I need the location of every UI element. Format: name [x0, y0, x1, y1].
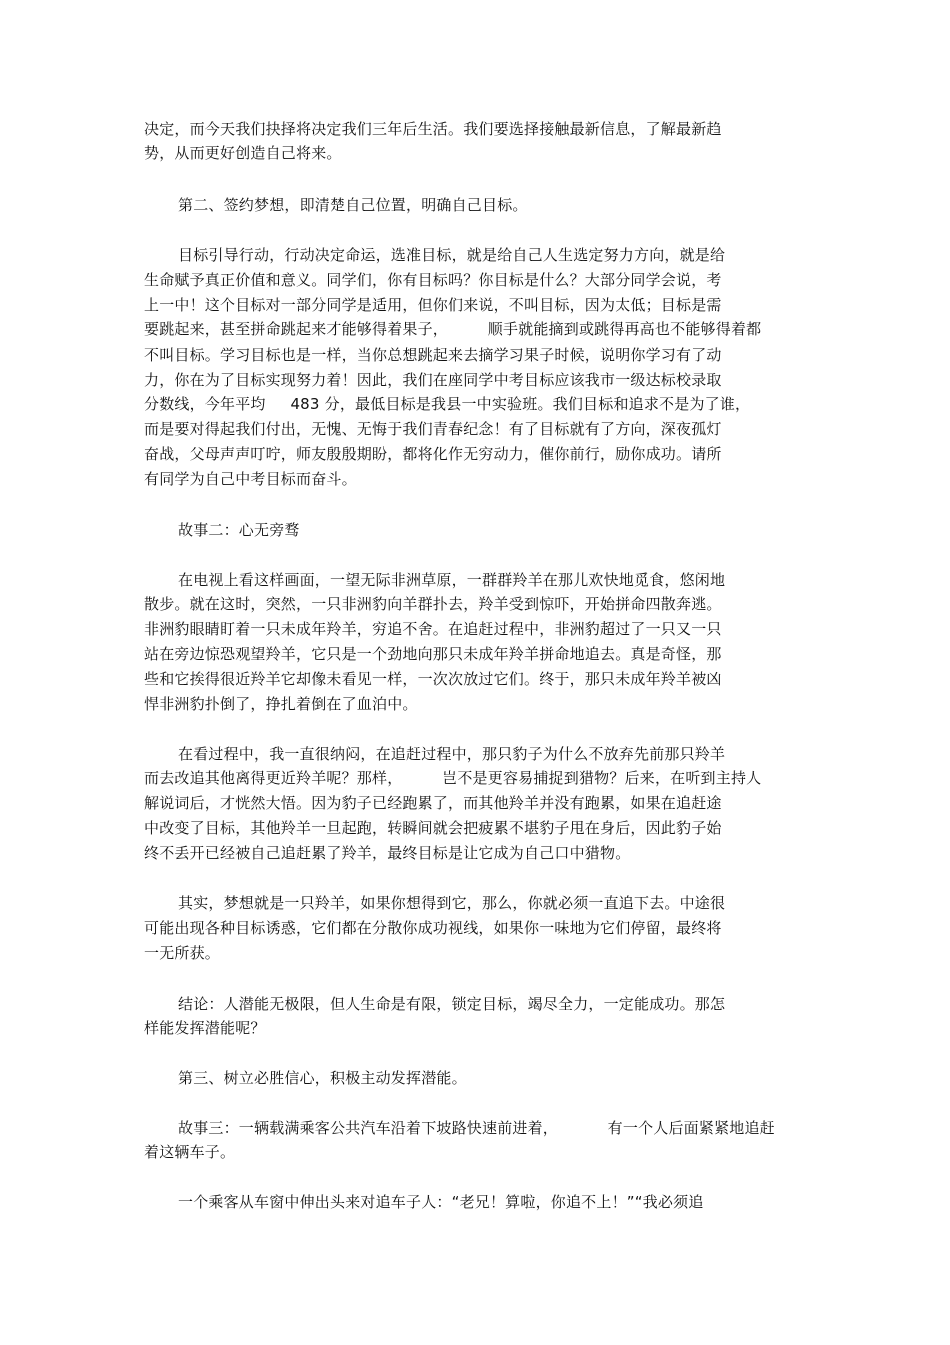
- text-line: 悍非洲豹扑倒了，挣扎着倒在了血泊中。: [144, 695, 418, 713]
- text-line: 终不丢开已经被自己追赶累了羚羊，最终目标是让它成为自己口中猎物。: [144, 844, 631, 862]
- text-line: 结论：人潜能无极限，但人生命是有限，锁定目标，竭尽全力，一定能成功。那怎: [178, 995, 726, 1013]
- story-heading: 故事二：心无旁骛: [178, 521, 300, 539]
- text-line: 解说词后，才恍然大悟。因为豹子已经跑累了，而其他羚羊并没有跑累，如果在追赶途: [144, 794, 722, 812]
- text-line: 站在旁边惊恐观望羚羊，它只是一个劲地向那只未成年羚羊拼命地追去。真是奇怪，那: [144, 645, 722, 663]
- text-line: 在电视上看这样画面，一望无际非洲草原，一群群羚羊在那儿欢快地觅食，悠闲地: [178, 571, 726, 589]
- text-line: 样能发挥潜能呢？: [144, 1019, 266, 1037]
- text-line: 而是要对得起我们付出，无愧、无悔于我们青春纪念！有了目标就有了方向，深夜孤灯: [144, 420, 722, 438]
- text-line: 要跳起来，甚至拼命跳起来才能够得着果子， 顺手就能摘到或跳得再高也不能够得着都: [144, 320, 762, 338]
- text-line: 生命赋予真正价值和意义。同学们，你有目标吗？你目标是什么？大部分同学会说，考: [144, 271, 722, 289]
- text-line: 上一中！这个目标对一部分同学是适用，但你们来说，不叫目标，因为太低；目标是需: [144, 296, 722, 314]
- text-line: 力，你在为了目标实现努力着！因此，我们在座同学中考目标应该我市一级达标校录取: [144, 371, 722, 389]
- text-line: 中改变了目标，其他羚羊一旦起跑，转瞬间就会把疲累不堪豹子甩在身后，因此豹子始: [144, 819, 722, 837]
- text-line: 决定，而今天我们抉择将决定我们三年后生活。我们要选择接触最新信息，了解最新趋: [144, 120, 722, 138]
- text-line: 些和它挨得很近羚羊它却像未看见一样，一次次放过它们。终于，那只未成年羚羊被凶: [144, 670, 722, 688]
- text-line: 有同学为自己中考目标而奋斗。: [144, 470, 357, 488]
- text-line: 故事三：一辆载满乘客公共汽车沿着下坡路快速前进着， 有一个人后面紧紧地追赶: [178, 1119, 775, 1137]
- text-line: 在看过程中，我一直很纳闷，在追赶过程中，那只豹子为什么不放弃先前那只羚羊: [178, 745, 726, 763]
- text-line: 目标引导行动，行动决定命运，选准目标，就是给自己人生选定努力方向，就是给: [178, 246, 726, 264]
- text-line: 着这辆车子。: [144, 1143, 236, 1161]
- text-line: 不叫目标。学习目标也是一样，当你总想跳起来去摘学习果子时候，说明你学习有了动: [144, 346, 722, 364]
- section-heading: 第二、签约梦想，即清楚自己位置，明确自己目标。: [178, 196, 528, 214]
- text-line: 而去改追其他离得更近羚羊呢？那样， 岂不是更容易捕捉到猎物？后来，在听到主持人: [144, 769, 762, 787]
- text-line: 势，从而更好创造自己将来。: [144, 144, 342, 162]
- text-line: 可能出现各种目标诱惑，它们都在分散你成功视线，如果你一味地为它们停留，最终将: [144, 919, 722, 937]
- text-line: 散步。就在这时，突然，一只非洲豹向羊群扑去，羚羊受到惊吓，开始拼命四散奔逃。: [144, 595, 722, 613]
- text-line: 一个乘客从车窗中伸出头来对追车子人：“老兄！算啦，你追不上！”“我必须追: [178, 1193, 704, 1211]
- text-line: 其实，梦想就是一只羚羊，如果你想得到它，那么，你就必须一直追下去。中途很: [178, 894, 726, 912]
- text-line: 非洲豹眼睛盯着一只未成年羚羊，穷追不舍。在追赶过程中，非洲豹超过了一只又一只: [144, 620, 722, 638]
- section-heading: 第三、树立必胜信心，积极主动发挥潜能。: [178, 1069, 467, 1087]
- text-line: 奋战，父母声声叮咛，师友殷殷期盼，都将化作无穷动力，催你前行，励你成功。请所: [144, 445, 722, 463]
- text-line: 分数线，今年平均 483 分，最低目标是我县一中实验班。我们目标和追求不是为了谁，: [144, 395, 751, 413]
- text-line: 一无所获。: [144, 944, 221, 962]
